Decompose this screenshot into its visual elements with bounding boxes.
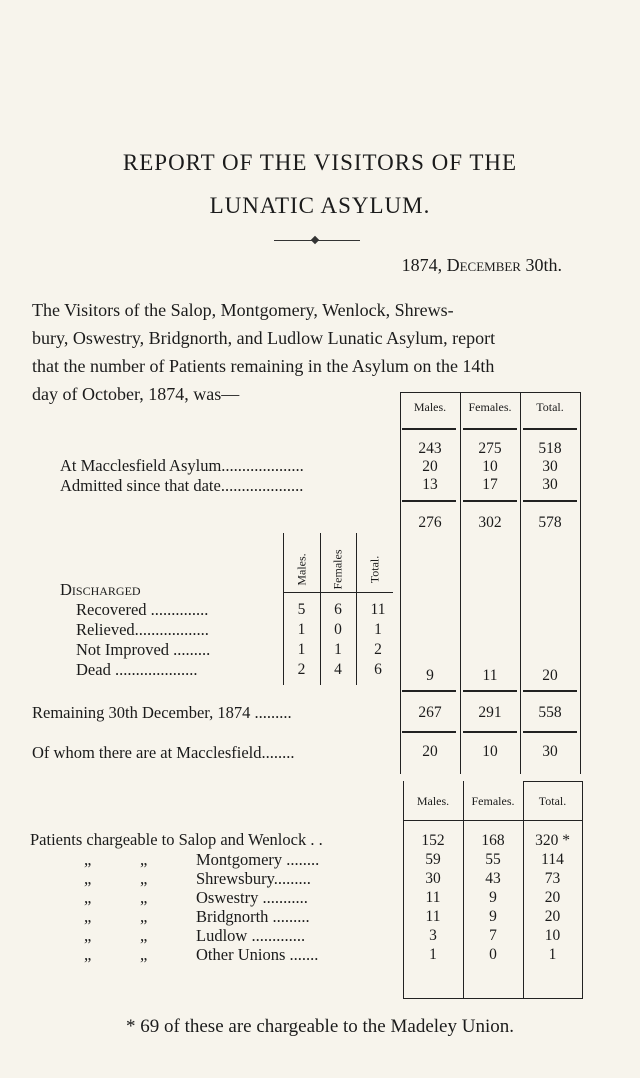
cell-females: 0 xyxy=(489,946,497,963)
cell-females: 17 xyxy=(482,476,498,493)
cell-total: 2 xyxy=(374,641,382,658)
row-label-remaining: Remaining 30th December, 1874 ......... xyxy=(32,703,292,722)
cell-total: 10 xyxy=(544,927,561,944)
row-label-admitted: Admitted since that date.................... xyxy=(60,476,304,495)
cell-females: 275 xyxy=(478,440,502,457)
row-label-salop-wenlock: Patients chargeable to Salop and Wenlock . . xyxy=(30,830,323,849)
cell-total: 558 xyxy=(538,704,562,721)
cell-total: 73 xyxy=(544,870,561,887)
cell-total: 30 xyxy=(542,743,558,760)
table2-header-males: Males. xyxy=(416,794,450,808)
row-label-shrewsbury: Shrewsbury......... xyxy=(196,869,311,888)
cell-males: 267 xyxy=(418,704,442,721)
row-label-montgomery: Montgomery ........ xyxy=(196,850,320,869)
row-label-macclesfield: At Macclesfield Asylum.................... xyxy=(60,456,304,475)
paragraph-line: The Visitors of the Salop, Montgomery, Wenlock, Shrews- xyxy=(32,300,454,320)
table1-header-males: Males. xyxy=(413,400,447,414)
cell-females: 6 xyxy=(334,601,342,618)
discharged-label-relieved: Relieved.................. xyxy=(76,620,209,639)
cell-females: 4 xyxy=(334,661,342,678)
table1-header-total: Total. xyxy=(536,400,564,414)
cell-females: 7 xyxy=(489,927,497,944)
cell-females: 43 xyxy=(485,870,501,887)
table2-header-females: Females. xyxy=(471,794,515,808)
cell-males: 1 xyxy=(297,641,306,658)
cell-total: 20 xyxy=(544,889,561,906)
ditto-mark: „ xyxy=(140,926,148,945)
cell-females: 0 xyxy=(334,621,342,638)
cell-males: 3 xyxy=(429,927,437,944)
cell-males: 30 xyxy=(425,870,441,887)
cell-total: 114 xyxy=(541,851,564,868)
cell-males: 243 xyxy=(418,440,442,457)
row-label-at-macclesfield: Of whom there are at Macclesfield........ xyxy=(32,743,295,762)
cell-total: 320 * xyxy=(535,832,570,849)
report-title-line1: REPORT OF THE VISITORS OF THE xyxy=(122,150,518,175)
discharged-header-females: Females xyxy=(330,549,345,590)
date-year: 1874, xyxy=(401,255,443,275)
cell-females: 1 xyxy=(334,641,342,658)
cell-total: 6 xyxy=(374,661,382,678)
cell-males: 9 xyxy=(426,667,434,684)
cell-total: 20 xyxy=(544,908,561,925)
cell-males: 276 xyxy=(418,514,442,531)
paragraph-line: day of October, 1874, was— xyxy=(32,384,240,404)
row-label-bridgnorth: Bridgnorth ......... xyxy=(196,907,310,926)
discharged-label-dead: Dead .................... xyxy=(76,660,198,679)
discharged-header-males: Males. xyxy=(294,553,309,586)
cell-males: 11 xyxy=(425,889,441,906)
row-label-oswestry: Oswestry ........... xyxy=(196,888,308,907)
cell-females: 9 xyxy=(489,889,497,906)
report-date xyxy=(402,255,562,276)
cell-females: 291 xyxy=(478,704,502,721)
cell-males: 59 xyxy=(425,851,441,868)
cell-females: 55 xyxy=(485,851,501,868)
cell-males: 1 xyxy=(297,621,306,638)
ditto-mark: „ xyxy=(84,888,92,907)
cell-males: 20 xyxy=(422,743,438,760)
cell-males: 20 xyxy=(422,458,438,475)
ditto-mark: „ xyxy=(140,888,148,907)
table2-header-total: Total. xyxy=(538,794,567,808)
ditto-mark: „ xyxy=(84,907,92,926)
paragraph-line: that the number of Patients remaining in the Asylum on the 14th xyxy=(32,356,495,376)
report-title-line2: LUNATIC ASYLUM. xyxy=(209,193,431,218)
row-label-other-unions: Other Unions ....... xyxy=(196,945,319,964)
cell-females: 11 xyxy=(482,667,498,684)
ditto-mark: „ xyxy=(140,869,148,888)
cell-males: 152 xyxy=(421,832,445,849)
row-label-ludlow: Ludlow ............. xyxy=(196,926,306,945)
cell-males: 2 xyxy=(297,661,306,678)
cell-total: 11 xyxy=(370,601,386,618)
ditto-mark: „ xyxy=(84,945,92,964)
table1-header-females: Females. xyxy=(468,400,512,414)
cell-males: 1 xyxy=(429,946,437,963)
discharged-header-total: Total. xyxy=(367,555,382,584)
discharged-label-recovered: Recovered .............. xyxy=(76,600,209,619)
ditto-mark: „ xyxy=(140,945,148,964)
cell-males: 5 xyxy=(297,601,306,618)
cell-total: 578 xyxy=(538,514,562,531)
cell-total: 1 xyxy=(374,621,382,638)
ditto-mark: „ xyxy=(84,850,92,869)
paragraph-line: bury, Oswestry, Bridgnorth, and Ludlow Lunatic Asylum, report xyxy=(32,328,496,348)
cell-females: 10 xyxy=(482,458,498,475)
ditto-mark: „ xyxy=(140,850,148,869)
footnote-madeley: * 69 of these are chargeable to the Madeley Union. xyxy=(126,1016,514,1037)
title-rule-ornament xyxy=(311,236,319,244)
discharged-label-not-improved: Not Improved ......... xyxy=(76,640,211,659)
discharged-heading: Discharged xyxy=(60,580,141,599)
cell-females: 302 xyxy=(478,514,502,531)
cell-total: 1 xyxy=(548,946,557,963)
cell-total: 20 xyxy=(542,667,558,684)
cell-males: 11 xyxy=(425,908,441,925)
cell-males: 13 xyxy=(422,476,438,493)
ditto-mark: „ xyxy=(84,869,92,888)
ditto-mark: „ xyxy=(84,926,92,945)
date-day: 30th. xyxy=(525,255,562,275)
cell-total: 30 xyxy=(542,476,558,493)
cell-females: 9 xyxy=(489,908,497,925)
ditto-mark: „ xyxy=(140,907,148,926)
cell-total: 30 xyxy=(542,458,558,475)
cell-total: 518 xyxy=(538,440,562,457)
cell-females: 168 xyxy=(481,832,505,849)
cell-females: 10 xyxy=(482,743,498,760)
date-month: December xyxy=(446,255,521,275)
